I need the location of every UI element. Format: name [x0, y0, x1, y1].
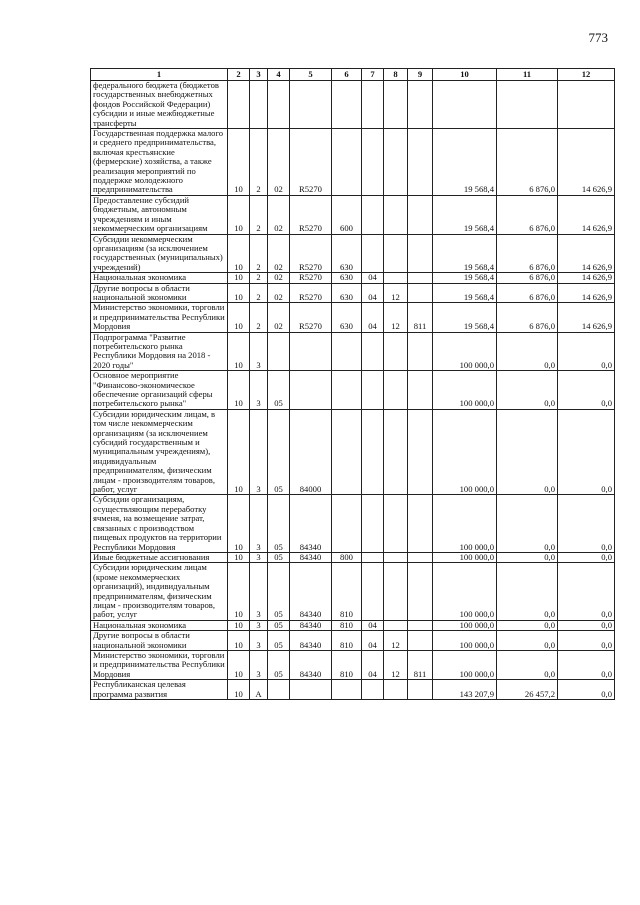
amount-cell: 100 000,0	[433, 409, 497, 495]
amount-cell: 0,0	[558, 650, 615, 679]
amount-cell: 6 876,0	[497, 129, 558, 196]
code-cell: 10	[228, 129, 250, 196]
code-cell	[408, 332, 433, 371]
amount-cell: 143 207,9	[433, 680, 497, 700]
amount-cell: 100 000,0	[433, 563, 497, 620]
code-cell	[290, 371, 332, 410]
code-cell: 2	[250, 234, 268, 273]
code-cell: 10	[228, 409, 250, 495]
code-cell: 10	[228, 234, 250, 273]
table-row	[91, 552, 615, 562]
code-cell: 800	[332, 552, 362, 562]
amount-cell: 0,0	[497, 371, 558, 410]
code-cell	[408, 552, 433, 562]
table-row	[91, 195, 615, 234]
code-cell	[362, 371, 384, 410]
table-row	[91, 303, 615, 332]
code-cell: 811	[408, 650, 433, 679]
code-cell: 04	[362, 631, 384, 651]
code-cell: 84340	[290, 631, 332, 651]
amount-cell: 19 568,4	[433, 195, 497, 234]
code-cell	[362, 81, 384, 129]
code-cell: 05	[268, 563, 290, 620]
amount-cell: 100 000,0	[433, 495, 497, 552]
amount-cell: 0,0	[497, 650, 558, 679]
code-cell: 2	[250, 283, 268, 303]
code-cell	[384, 332, 408, 371]
table-header	[91, 69, 615, 81]
code-cell: 811	[408, 303, 433, 332]
code-cell	[290, 332, 332, 371]
code-cell: 05	[268, 371, 290, 410]
table-row	[91, 234, 615, 273]
row-name-cell: Предоставление субсидий бюджетным, автономным учреждениям и иным некоммерческим организациям	[91, 195, 228, 234]
code-cell	[268, 81, 290, 129]
code-cell	[362, 234, 384, 273]
code-cell: 3	[250, 563, 268, 620]
code-cell: 05	[268, 409, 290, 495]
table-row	[91, 81, 615, 129]
code-cell	[362, 332, 384, 371]
row-name-cell: Республиканская целевая программа развития	[91, 680, 228, 700]
code-cell	[362, 680, 384, 700]
header-row	[91, 69, 615, 81]
amount-cell: 100 000,0	[433, 620, 497, 630]
amount-cell	[558, 81, 615, 129]
code-cell: R5270	[290, 195, 332, 234]
code-cell	[408, 283, 433, 303]
code-cell: 10	[228, 273, 250, 283]
code-cell: R5270	[290, 273, 332, 283]
code-cell: 10	[228, 631, 250, 651]
code-cell	[362, 195, 384, 234]
code-cell: 05	[268, 495, 290, 552]
code-cell: 2	[250, 129, 268, 196]
code-cell: 02	[268, 129, 290, 196]
code-cell: 3	[250, 620, 268, 630]
code-cell: 05	[268, 620, 290, 630]
row-name-cell: Министерство экономики, торговли и предпринимательства Республики Мордовия	[91, 650, 228, 679]
column-header-4: 4	[268, 69, 290, 81]
amount-cell: 0,0	[497, 552, 558, 562]
code-cell	[408, 195, 433, 234]
code-cell: 10	[228, 620, 250, 630]
code-cell: 2	[250, 195, 268, 234]
amount-cell: 6 876,0	[497, 303, 558, 332]
code-cell: 630	[332, 273, 362, 283]
code-cell: 05	[268, 552, 290, 562]
column-header-10: 10	[433, 69, 497, 81]
column-header-8: 8	[384, 69, 408, 81]
amount-cell: 0,0	[558, 409, 615, 495]
code-cell: 02	[268, 273, 290, 283]
column-header-6: 6	[332, 69, 362, 81]
code-cell: 3	[250, 650, 268, 679]
code-cell: 810	[332, 620, 362, 630]
amount-cell: 0,0	[558, 371, 615, 410]
column-header-11: 11	[497, 69, 558, 81]
amount-cell: 14 626,9	[558, 195, 615, 234]
amount-cell: 14 626,9	[558, 234, 615, 273]
code-cell: R5270	[290, 129, 332, 196]
code-cell: 84340	[290, 552, 332, 562]
amount-cell: 0,0	[497, 495, 558, 552]
code-cell: 630	[332, 234, 362, 273]
table-row	[91, 680, 615, 700]
code-cell: 10	[228, 283, 250, 303]
table-row	[91, 273, 615, 283]
code-cell: 04	[362, 620, 384, 630]
code-cell	[384, 273, 408, 283]
column-header-9: 9	[408, 69, 433, 81]
amount-cell: 19 568,4	[433, 234, 497, 273]
row-name-cell: Другие вопросы в области национальной экономики	[91, 631, 228, 651]
code-cell: 3	[250, 371, 268, 410]
code-cell: 84340	[290, 563, 332, 620]
code-cell	[408, 234, 433, 273]
amount-cell: 0,0	[497, 620, 558, 630]
amount-cell: 0,0	[558, 563, 615, 620]
code-cell: 630	[332, 303, 362, 332]
table-row	[91, 332, 615, 371]
code-cell	[384, 620, 408, 630]
code-cell	[332, 495, 362, 552]
row-name-cell: федерального бюджета (бюджетов государственных внебюджетных фондов Российской Федерации) субсидии и иные межбюджетные трансферты	[91, 81, 228, 129]
code-cell: 02	[268, 234, 290, 273]
row-name-cell: Субсидии некоммерческим организациям (за исключением государственных (муниципальных) учреждений)	[91, 234, 228, 273]
code-cell	[268, 332, 290, 371]
amount-cell: 19 568,4	[433, 129, 497, 196]
code-cell: 10	[228, 303, 250, 332]
row-name-cell: Другие вопросы в области национальной экономики	[91, 283, 228, 303]
amount-cell: 19 568,4	[433, 303, 497, 332]
amount-cell: 14 626,9	[558, 283, 615, 303]
code-cell	[228, 81, 250, 129]
amount-cell: 14 626,9	[558, 303, 615, 332]
code-cell	[384, 371, 408, 410]
code-cell	[332, 371, 362, 410]
code-cell	[384, 234, 408, 273]
code-cell	[408, 129, 433, 196]
code-cell	[408, 371, 433, 410]
code-cell	[332, 129, 362, 196]
code-cell: 3	[250, 631, 268, 651]
code-cell	[362, 129, 384, 196]
amount-cell: 26 457,2	[497, 680, 558, 700]
code-cell: 2	[250, 303, 268, 332]
amount-cell: 100 000,0	[433, 371, 497, 410]
code-cell: R5270	[290, 303, 332, 332]
code-cell	[384, 129, 408, 196]
code-cell: 10	[228, 495, 250, 552]
code-cell: 3	[250, 552, 268, 562]
amount-cell: 0,0	[497, 332, 558, 371]
amount-cell: 6 876,0	[497, 283, 558, 303]
code-cell	[332, 81, 362, 129]
amount-cell: 19 568,4	[433, 273, 497, 283]
table-row	[91, 283, 615, 303]
code-cell: 3	[250, 409, 268, 495]
column-header-2: 2	[228, 69, 250, 81]
code-cell: R5270	[290, 283, 332, 303]
code-cell	[408, 273, 433, 283]
code-cell: 84340	[290, 620, 332, 630]
code-cell	[384, 680, 408, 700]
code-cell: 04	[362, 283, 384, 303]
code-cell: 05	[268, 650, 290, 679]
amount-cell: 0,0	[558, 620, 615, 630]
column-header-12: 12	[558, 69, 615, 81]
amount-cell: 0,0	[558, 332, 615, 371]
row-name-cell: Национальная экономика	[91, 273, 228, 283]
code-cell	[384, 195, 408, 234]
table-row	[91, 129, 615, 196]
table-row	[91, 495, 615, 552]
code-cell: 630	[332, 283, 362, 303]
code-cell	[384, 81, 408, 129]
code-cell: 10	[228, 332, 250, 371]
amount-cell: 14 626,9	[558, 273, 615, 283]
row-name-cell: Государственная поддержка малого и среднего предпринимательства, включая крестьянские (фермерские) хозяйства, а также реализация мероприятий по поддержке молодежного предпринимательства	[91, 129, 228, 196]
code-cell: 12	[384, 303, 408, 332]
row-name-cell: Иные бюджетные ассигнования	[91, 552, 228, 562]
table-row	[91, 371, 615, 410]
column-header-7: 7	[362, 69, 384, 81]
amount-cell: 0,0	[558, 495, 615, 552]
code-cell	[362, 495, 384, 552]
code-cell	[290, 81, 332, 129]
row-name-cell: Подпрограмма "Развитие потребительского рынка Республики Мордовия на 2018 - 2020 годы"	[91, 332, 228, 371]
code-cell: 84000	[290, 409, 332, 495]
code-cell: 04	[362, 303, 384, 332]
code-cell	[290, 680, 332, 700]
code-cell	[408, 620, 433, 630]
row-name-cell: Основное мероприятие "Финансово-экономическое обеспечение организаций сферы потребительского рынка"	[91, 371, 228, 410]
code-cell	[362, 409, 384, 495]
row-name-cell: Национальная экономика	[91, 620, 228, 630]
code-cell	[408, 495, 433, 552]
code-cell: 600	[332, 195, 362, 234]
code-cell: 04	[362, 650, 384, 679]
amount-cell: 100 000,0	[433, 552, 497, 562]
table-row	[91, 563, 615, 620]
code-cell: 12	[384, 650, 408, 679]
row-name-cell: Субсидии юридическим лицам, в том числе некоммерческим организациям (за исключением субсидий государственным и муниципальным учреждениям), индивидуальным предпринимателям, физическим лицам - производителям товаров, работ, услуг	[91, 409, 228, 495]
code-cell	[332, 409, 362, 495]
amount-cell: 0,0	[497, 563, 558, 620]
code-cell	[384, 409, 408, 495]
amount-cell: 100 000,0	[433, 650, 497, 679]
amount-cell: 6 876,0	[497, 273, 558, 283]
amount-cell: 6 876,0	[497, 195, 558, 234]
column-header-5: 5	[290, 69, 332, 81]
table-row	[91, 409, 615, 495]
amount-cell	[497, 81, 558, 129]
code-cell: 84340	[290, 495, 332, 552]
code-cell: А	[250, 680, 268, 700]
amount-cell: 0,0	[497, 409, 558, 495]
code-cell	[408, 409, 433, 495]
code-cell	[408, 680, 433, 700]
code-cell	[332, 680, 362, 700]
code-cell: 810	[332, 650, 362, 679]
code-cell	[408, 563, 433, 620]
code-cell: 10	[228, 563, 250, 620]
code-cell: 05	[268, 631, 290, 651]
code-cell: 02	[268, 303, 290, 332]
code-cell: 02	[268, 195, 290, 234]
code-cell: 02	[268, 283, 290, 303]
amount-cell: 0,0	[497, 631, 558, 651]
code-cell: 810	[332, 563, 362, 620]
code-cell: 10	[228, 195, 250, 234]
code-cell	[362, 563, 384, 620]
amount-cell: 0,0	[558, 631, 615, 651]
row-name-cell: Министерство экономики, торговли и предпринимательства Республики Мордовия	[91, 303, 228, 332]
code-cell	[362, 552, 384, 562]
amount-cell	[433, 81, 497, 129]
code-cell	[268, 680, 290, 700]
row-name-cell: Субсидии юридическим лицам (кроме некоммерческих организаций), индивидуальным предпринимателям, физическим лицам - производителям товаров, работ, услуг	[91, 563, 228, 620]
page-number: 773	[588, 30, 608, 45]
code-cell: R5270	[290, 234, 332, 273]
amount-cell: 6 876,0	[497, 234, 558, 273]
code-cell: 10	[228, 371, 250, 410]
code-cell	[384, 495, 408, 552]
row-name-cell: Субсидии организациям, осуществляющим переработку ячменя, на возмещение затрат, связанных с производством пищевых продуктов на территории Республики Мордовия	[91, 495, 228, 552]
code-cell	[408, 81, 433, 129]
code-cell: 84340	[290, 650, 332, 679]
code-cell	[250, 81, 268, 129]
column-header-1: 1	[91, 69, 228, 81]
budget-table	[90, 68, 615, 700]
code-cell: 10	[228, 680, 250, 700]
amount-cell: 0,0	[558, 680, 615, 700]
amount-cell: 14 626,9	[558, 129, 615, 196]
code-cell: 3	[250, 332, 268, 371]
amount-cell: 100 000,0	[433, 631, 497, 651]
table-row	[91, 620, 615, 630]
code-cell	[384, 552, 408, 562]
code-cell: 3	[250, 495, 268, 552]
amount-cell: 100 000,0	[433, 332, 497, 371]
code-cell: 04	[362, 273, 384, 283]
amount-cell: 19 568,4	[433, 283, 497, 303]
table-row	[91, 631, 615, 651]
code-cell	[408, 631, 433, 651]
code-cell: 12	[384, 283, 408, 303]
code-cell: 810	[332, 631, 362, 651]
code-cell: 2	[250, 273, 268, 283]
code-cell	[384, 563, 408, 620]
table-row	[91, 650, 615, 679]
column-header-3: 3	[250, 69, 268, 81]
code-cell: 12	[384, 631, 408, 651]
code-cell: 10	[228, 650, 250, 679]
table-body	[91, 81, 615, 700]
code-cell	[332, 332, 362, 371]
code-cell: 10	[228, 552, 250, 562]
amount-cell: 0,0	[558, 552, 615, 562]
